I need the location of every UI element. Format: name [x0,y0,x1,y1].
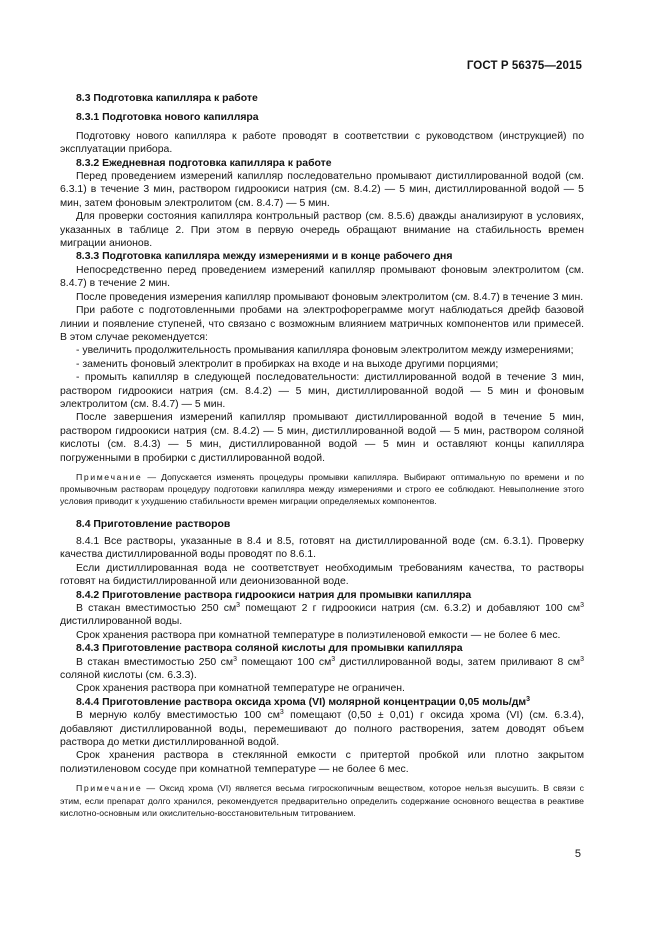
page-number: 5 [574,848,581,860]
note-label: Примечание [76,783,143,794]
section-8-3-1-heading: 8.3.1 Подготовка нового капилляра [76,112,259,124]
list-item: - увеличить продолжительность промывания капилляра фоновым электролитом между измерениями; [76,345,574,357]
document-code-header: ГОСТ Р 56375—2015 [466,60,582,72]
paragraph: Срок хранения раствора в стеклянной емкости с притертой пробкой или плотно закрытом полиэтиленовом сосуде при комнатной температуре — не более 6 мес. [60,750,584,775]
list-item: - заменить фоновый электролит в пробирках на входе и на выходе другими порциями; [76,358,499,370]
paragraph: Срок хранения раствора при комнатной температуре не ограничен. [76,683,405,695]
note-text: — Допускается изменять процедуры промывки капилляра. Выбирают оптимальную по времени и по промывочным растворам процедуру подготовки капилляра между измерениями и строго ее соблюдают. Невыполнение этого условия приводит к ухудшению стабильности времен миграции определяемых компонентов. [60,471,584,507]
paragraph: После завершения измерений капилляр промывают дистиллированной водой в течение 5 мин, раствором гидроокиси натрия (см. 8.4.2) — 5 мин, дистиллированной водой — 5 мин, раствором соляной кислоты (см. 8.4.3) — 5 мин, дистиллированной водой — 5 мин и оставляют концы капилляра погруженными в пробирки с дистиллированной водой. [60,412,584,464]
note [60,471,584,508]
note [60,782,584,819]
paragraph: В мерную колбу вместимостью 100 $см^3$ помещают (0,50 ± 0,01) г оксида хрома (VI) (см. 6.3.4), добавляют дистиллированной воды, перемешивают до полного растворения, затем доводят объем раствора до метки дистиллированной водой. [60,709,584,749]
section-8-4-heading: 8.4 Приготовление растворов [76,518,231,530]
paragraph: В стакан вместимостью 250 $см^3$ помещают 2 г гидроокиси натрия (см. 6.3.2) и добавляют 100 $см^3$ дистиллированной воды. [60,602,584,628]
paragraph: Подготовку нового капилляра к работе проводят в соответствии с руководством (инструкцией) по эксплуатации прибора. [60,130,584,156]
section-8-3-heading: 8.3 Подготовка капилляра к работе [76,93,258,104]
paragraph: Непосредственно перед проведением измерений капилляр промывают фоновым электролитом (см. 8.4.7) в течение 2 мин. [60,264,584,290]
paragraph: После проведения измерения капилляр промывают фоновым электролитом (см. 8.4.7) в течение 3 мин. [76,291,584,303]
note-text: — Оксид хрома (VI) является весьма гигроскопичным веществом, которое нельзя высушить. В связи с этим, если препарат долго хранился, рекомендуется предварительно определить содержание основного вещества в реактиве кислотно-основным или окислительно-восстановительным титрованием. [60,783,584,818]
paragraph: Перед проведением измерений капилляр последовательно промывают дистиллированной водой (см. 6.3.1) в течение 3 мин, раствором гидроокиси натрия (см. 8.4.2) — 5 мин, дистиллированной водой — 5 мин, затем фоновым электролитом (см. 8.4.7) — 5 мин. [60,171,584,209]
list-item: - промыть капилляр в следующей последовательности: дистиллированной водой в течение 3 мин, раствором гидроокиси натрия (см. 8.4.2) — 5 мин, дистиллированной водой — 5 мин и фоновым электролитом (см. 8.4.7) — 5 мин. [60,372,584,410]
paragraph: 8.4.1 Все растворы, указанные в 8.4 и 8.5, готовят на дистиллированной воде (см. 6.3.1). Проверку качества дистиллированной воды проводят по 8.6.1. [60,535,584,561]
paragraph: Если дистиллированная вода не соответствует необходимым требованиям качества, то растворы готовят на бидистиллированной или деионизованной воде. [60,562,584,588]
note-label: Примечание [76,471,143,482]
document-body [60,92,584,819]
paragraph: При работе с подготовленными пробами на электрофореграмме могут наблюдаться дрейф базовой линии и появление ступеней, что связано с возможным влиянием матричных компонентов или примесей. В этом случае рекомендуется: [60,305,584,343]
paragraph: Срок хранения раствора при комнатной температуре в полиэтиленовой емкости — не более 6 мес. [76,629,561,641]
section-8-3-3-heading: 8.3.3 Подготовка капилляра между измерениями и в конце рабочего дня [76,251,453,263]
section-8-3-2-heading: 8.3.2 Ежедневная подготовка капилляра к работе [76,157,332,169]
section-8-4-4-heading: 8.4.4 Приготовление раствора оксида хрома (VI) молярной концентрации 0,05 моль/$дм^3$ [76,695,530,708]
section-8-4-2-heading: 8.4.2 Приготовление раствора гидроокиси натрия для промывки капилляра [76,589,472,601]
paragraph: Для проверки состояния капилляра контрольный раствор (см. 8.5.6) дважды анализируют в условиях, указанных в таблице 2. При этом в первую очередь обращают внимание на стабильность времен миграции анионов. [60,211,584,250]
paragraph: В стакан вместимостью 250 $см^3$ помещают 100 $см^3$ дистиллированной воды, затем приливают 8 $см^3$ соляной кислоты (см. 6.3.3). [60,655,585,682]
section-8-4-3-heading: 8.4.3 Приготовление раствора соляной кислоты для промывки капилляра [76,643,463,655]
